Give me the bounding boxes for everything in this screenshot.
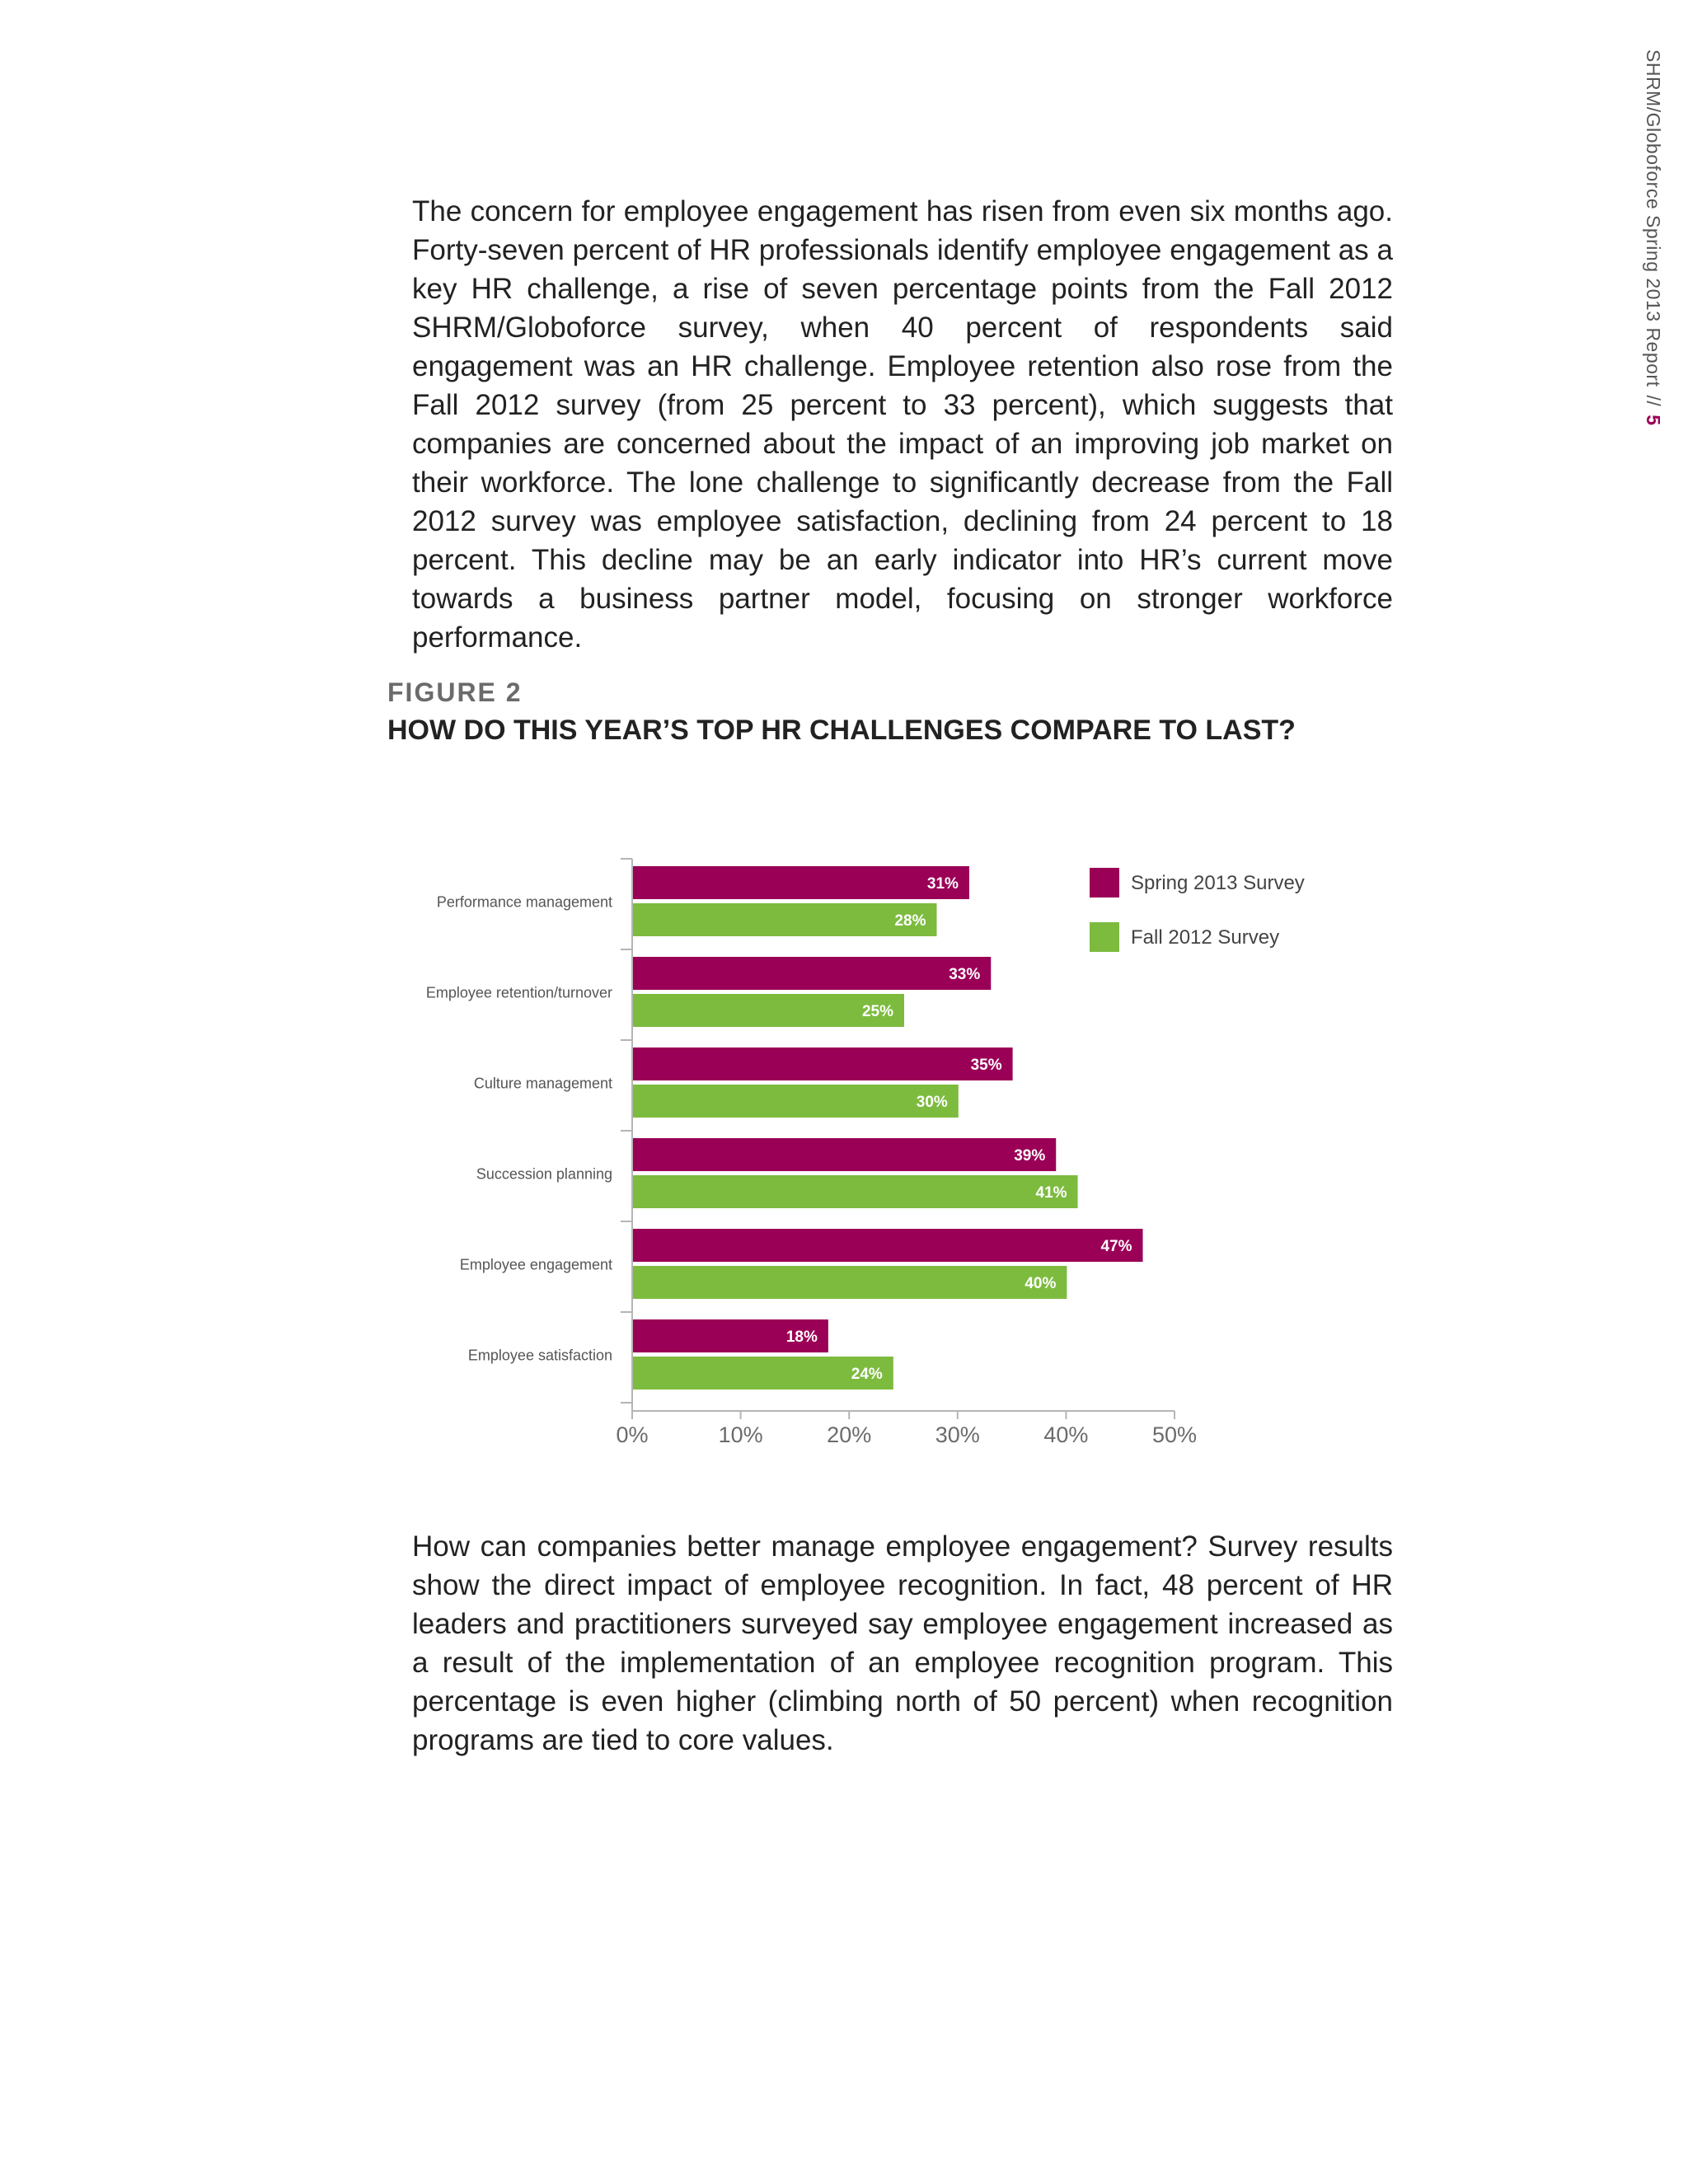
x-tick-label: 20% — [827, 1422, 872, 1447]
bar-spring-2013 — [633, 957, 991, 990]
category-label: Culture management — [473, 1075, 612, 1092]
closing-paragraph: How can companies better manage employee engagement? Survey results show the direct impact of employee recognition. In fact, 48 percent of HR leaders and practitioners surveyed say employee engagement increased as a result of the implementation of an employee recognition program. This percentage is even higher (climbing north of 50 percent) when recognition programs are tied to core values. — [412, 1530, 1393, 1756]
bar-value-label: 39% — [1014, 1147, 1046, 1165]
x-tick-label: 40% — [1043, 1422, 1089, 1447]
bar-value-label: 47% — [1100, 1238, 1132, 1255]
page-number: 5 — [1643, 415, 1664, 426]
figure-title: HOW DO THIS YEAR’S TOP HR CHALLENGES COMPARE TO LAST? — [387, 715, 1296, 746]
bar-fall-2012 — [633, 1085, 959, 1118]
bar-value-label: 40% — [1025, 1275, 1057, 1292]
legend-label: Spring 2013 Survey — [1131, 872, 1305, 894]
bar-fall-2012 — [633, 903, 936, 936]
bar-value-label: 24% — [851, 1366, 883, 1383]
bar-value-label: 31% — [926, 875, 959, 893]
legend-swatch — [1090, 922, 1119, 952]
bar-spring-2013 — [633, 1138, 1056, 1171]
bar-fall-2012 — [633, 1266, 1067, 1299]
x-tick-label: 50% — [1151, 1422, 1198, 1447]
figure-label: FIGURE 2 — [387, 677, 523, 707]
bar-value-label: 25% — [861, 1003, 893, 1020]
bar-value-label: 33% — [949, 966, 981, 983]
legend-swatch — [1090, 868, 1119, 898]
x-tick-label: 30% — [935, 1422, 980, 1447]
legend-label: Fall 2012 Survey — [1131, 926, 1280, 949]
report-title: SHRM/Globoforce Spring 2013 Report — [1643, 49, 1664, 387]
bar-value-label: 30% — [916, 1094, 948, 1111]
bar-value-label: 41% — [1035, 1184, 1067, 1202]
bar-fall-2012 — [633, 1175, 1078, 1208]
intro-paragraph: The concern for employee engagement has risen from even six months ago. Forty-seven percent of HR professionals identify employee engagement as a key HR challenge, a rise of seven percentage points from the Fall 2012 SHRM/Globoforce survey, when 40 percent of respondents said engagement was an HR challenge. Employee retention also rose from the Fall 2012 survey (from 25 percent to 33 percent), which suggests that companies are concerned about the impact of an improving job market on their workforce. The lone challenge to significantly decrease from the Fall 2012 survey was employee satisfaction, declining from 24 percent to 18 percent. This decline may be an early indicator into HR’s current move towards a business partner model, focusing on stronger workforce performance. — [412, 195, 1393, 654]
x-tick-label: 0% — [616, 1422, 649, 1447]
bar-value-label: 35% — [970, 1057, 1002, 1074]
bar-spring-2013 — [633, 866, 969, 899]
category-label: Employee satisfaction — [467, 1347, 612, 1364]
category-label: Employee retention/turnover — [425, 984, 612, 1001]
bar-spring-2013 — [633, 1229, 1143, 1262]
category-label: Employee engagement — [459, 1256, 612, 1273]
bar-value-label: 28% — [894, 912, 926, 930]
header-separator: // — [1643, 395, 1664, 407]
bar-value-label: 18% — [785, 1329, 818, 1346]
bar-spring-2013 — [633, 1047, 1013, 1080]
category-label: Performance management — [436, 893, 612, 911]
x-tick-label: 10% — [718, 1422, 763, 1447]
category-label: Succession planning — [476, 1165, 612, 1183]
